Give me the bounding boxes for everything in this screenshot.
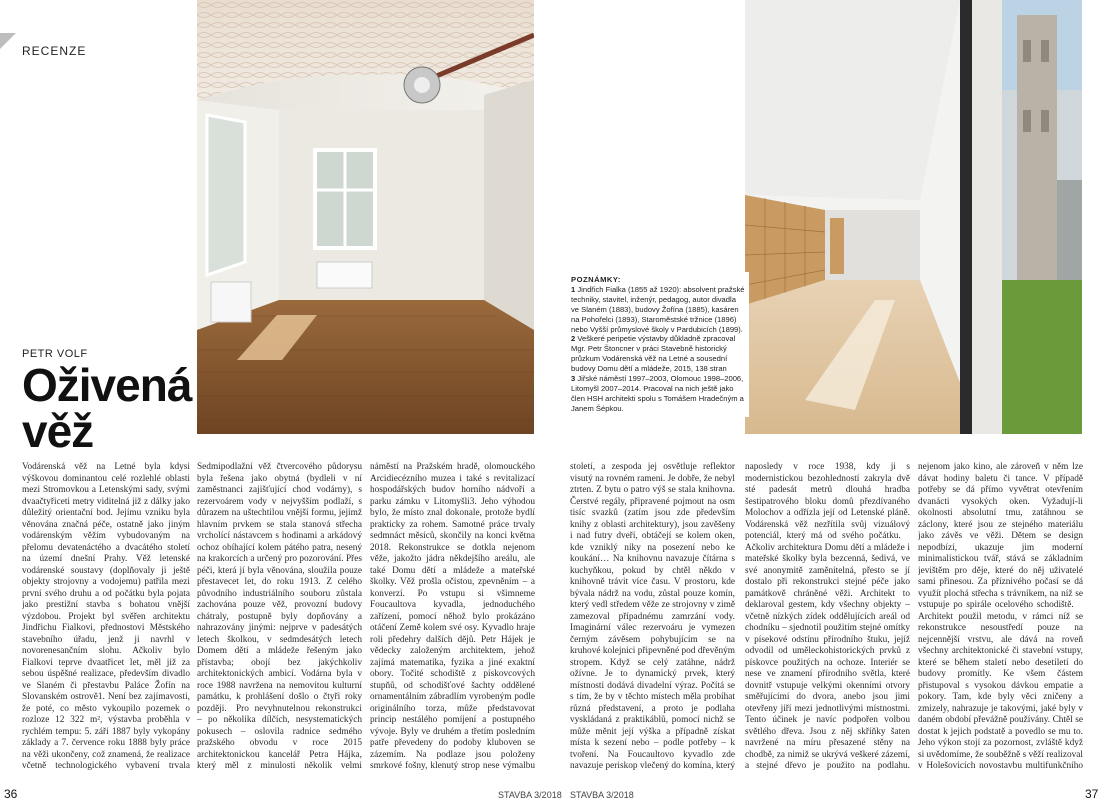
author-byline: PETR VOLF [22, 348, 88, 360]
notes-title: POZNÁMKY: [571, 275, 621, 284]
section-label: RECENZE [22, 44, 87, 58]
photo-corridor [745, 0, 1082, 434]
page-number-right: 37 [1085, 787, 1099, 801]
note-item: 3 Jiřské náměstí 1997–2003, Olomouc 1998–2006, Litomyšl 2007–2014. Pracoval na nich ještě jako člen HSH architekti spolu s Tomášem Hradečným a Janem Šépkou. [571, 374, 744, 413]
article-column-6: nejenom jako kino, ale zároveň v něm lze dávat hodiny baletu či tance. V případě potřeby se dá přímo vyvětrat otevřením dvanácti vysokých oken. Vyžadují-li okolnosti absolutní tmu, zatáhnou se záclony, které jsou ze stejného materiálu jako závěs ve věži. Dětem se design nepodbízí, ukazuje jim moderní minimalistickou tvář, stává se základním jevištěm pro děje, které do něj uživatelé sami přinesou. Za příznivého počasí se dá využít plochá střecha s trávníkem, na níž se vstupuje po spirále ocelového schodiště. Architekt použil metodu, v rámci níž se rekonstrukce nesoustředí pouze na nejcennější vrstvu, ale dává na roveň všechny architektonické či stavební vstupy, které se během staletí nebo desetiletí do budovy promítly. Ke všem částem přistupoval s vysokou dávkou empatie a pokory. Tam, kde byly věci zničeny a zmizely, nahrazuje je takovými, jaké byly v daném období převážně používány. Chtěl se dostat k jejich podstatě a povedlo se mu to. Jeho výkon stojí za pozornost, zvláště když si uvědomíme, že souběžně s věží realizoval v Holešovicích novostavbu multifunkčního [918, 462, 1083, 771]
article-column-5: naposledy v roce 1938, kdy ji s modernistickou bezohledností zakryla dvě sté padesát metrů dlouhá hradba šestipatrového bloku domů přezdívaného Molochov a odřízla její od Letenské pláně. Vodárenská věž nezřítila svůj vizuálový potenciál, který má od svého počátku. Ačkoliv architektura Domu dětí a mládeže i mateřské školky byla bezcenná, šedivá, ve své anonymitě zaměnitelná, přesto se jí dostalo při rekonstrukci stejné péče jako památkově chráněné věži. Architekt to deklaroval gestem, kdy všechny objekty – včetně nízkých zídek oddělujících areál od chodníku – sjednotil použitím stejné omítky v písekové odstínu přírodního štuku, jejíž odvodil od uměleckohistorických prvků z pískovce použitých na ochoze. Interiér se nese ve znamení přírodního světla, které dovnitř vstupuje velkými okenními otvory směřujícími do dvora, anebo jsou jimi otevřeny jiří mezi jednotlivými místnostmi. Tento účinek je navíc podpořen volbou světlého dřeva. Jsou z něj skříňky šaten navržené na míru přesazené stěny na chodbě, za nimiž se ukrývá veškeré zázemí, a stejné dřevo je použito na podlahu. [745, 462, 910, 771]
note-item: 2 Veškeré peripetie výstavby důkladně zpracoval Mgr. Petr Štoncner v práci Stavebně historický průzkum Vodárenská věž na Letné a sousední budovy Domu dětí a mládeže, 2015, 138 stran [571, 334, 736, 374]
headline [22, 359, 192, 457]
note-item: 1 Jindřich Fialka (1855 až 1920): absolvent pražské techniky, stavitel, inženýr, pedagog, autor divadla ve Slaném (1883), budovy Žofína (1885), kasáren na Pohořelci (1893), Staroměstské tržnice (1896) nebo Vyšší průmyslové školy v Pardubicích (1899). [571, 284, 745, 334]
running-footer-right: STAVBA 3/2018 [570, 790, 634, 800]
running-footer-left: STAVBA 3/2018 [498, 790, 562, 800]
article-column-3: náměstí na Pražském hradě, olomouckého Arcidiecézního muzea i také s revitalizací hospodářských budov horního nádvoří a parku zámku v Litomyšli3. Jeho výhodou bylo, že místo znal dokonale, protože bydlí prakticky za rohem. Samotné práce trvaly sedmnáct měsíců, skončily na konci května 2018. Rekonstrukce se dotkla nejenom věže, jakožto jádra někdejšího areálu, ale také Domu dětí a mládeže a mateřské školky. Věž prošla očistou, zpevněním – a konverzí. Po vstupu si všimneme Foucaultova kyvadla, jednoduchého zařízení, pomocí něhož bylo prokázáno otáčení Země kolem své osy. Kyvadlo hraje roli předehry dalších dějů. Petr Hájek je vědecky založeným architektem, jehož zajímá matematika, fyzika a jiné exaktní obory. Točité schodiště z pískovcových stupňů, od schodišťové šachty oddělené ornamentálním zábradlím vyrobeným podle originálního torza, může představovat princip nestálého pomíjení a postupného vývoje. Byly ve druhém a třetím posledním patře převedeny do podoby kluboven se zázemím. Na podlaze jsou položeny smrkové fošny, klenutý strop nese výmalbu [370, 462, 535, 771]
article-column-4: století, a zespoda jej osvětluje reflektor visutý na rovném rameni. Je dobře, že nebyl ztrten. Z bytu o patro výš se stala knihovna. Čerstvé regály, připravené pojmout na osm tisíc svazků (zatím jsou zde především knihy z oblasti architektury), jsou zavěšeny i nad futry dveří, obtáčejí se kolem oken, kde vzniklý niky na posezení nebo ke koukání… Na knihovnu navazuje čítárna s kuchyňkou, pokud by chtěl někdo v knihovně trávit více času. V prostoru, kde bývala nádrž na vodu, zůstal pouze komín, který vedl středem věže ze strojovny v zimě zamezoval případnému zamrzání vody. Imaginární válec rezervoáru je vymezen černým závěsem pohybujícím se na kruhové kolejnici připevněné pod dřevěným stropem. Když se celý zatáhne, nádrž ožívne. Je to dynamický prvek, který místnosti dodává divadelní výraz. Počítá se s tím, že by v těchto místech měla probíhat různá představení, a proto je podlaha vyskládaná z praktikáblů, pomocí nichž se může měnit její výška a případně získat místa k sezení nebo – podle potřeby – k tvoření. Na Foucaultovo kyvadlo zde navazuje periskop vlečený do komína, který [570, 462, 735, 771]
photo-interior-room [197, 0, 534, 434]
headline-line-2: věž [22, 405, 94, 457]
headline-line-1: Oživená [22, 359, 192, 411]
article-column-2: Sedmipodlažní věž čtvercového půdorysu byla řešena jako obytná (bydleli v ní zaměstnanci zajišťující chod vodárny), s rezervoárem vody v nejvyšším podlaží, s důrazem na uštechtilou vnější formu, jejímž hlavním prvkem se stala stanová střecha vrcholící nástavcem s hodinami a arkádový ochoz obíhající kolem pátého patra, nesený na krakorcích a určený pro pozorování. Přes péči, která jí byla věnována, sloužila pouze přestavecet let, do roku 1913. Z celého původního industriálního souboru zůstala zachována pouze věž, provozní budovy chátraly, postupně byly dopňovány a nahrazovány jinými: nejprve v padesátých letech školkou, v sedmdesátých letech Domem dětí a mládeže řešeným jako přístavba; obojí bez jakýchkoliv architektonických ambicí. Vodárna byla v roce 1988 navržena na nemovitou kulturní památku, k prohlášení došlo o čtyři roky později. Pro nevyhnutelnou rekonstrukci – po několika dílčích, nesystematických pokusech – oslovila radnice sedmého pražského obvodu v roce 2015 architektonickou kancelář Petra Hájka, který měl z minulosti několik velmi [197, 462, 362, 771]
section-corner-marker [0, 33, 16, 49]
notes-box [567, 272, 749, 417]
photo-interior-room-image [197, 0, 534, 434]
page-number-left: 36 [4, 787, 18, 801]
article-column-1: Vodárenská věž na Letné byla kdysi výškovou dominantou celé rozlehlé oblasti mezi Stromovkou a Letenskými sady, svými dvaačtyřiceti metry viditelná již z dálky jako důležitý orientační bod. Jejímu vzniku byla věnována značná péče, ostatně jako jiným vodárenským věžím vybudovaným na přelomu devatenáctého a dvacátého století na území dnešní Prahy. Věž letenské vodárenské soustavy (doplňovaly ji ještě objekty strojovny a vodojemu) patřila mezi první svého druhu a od počátku byla pojata jako prestižní stavba s bohatou vnější výzdobou. Projekt byl svěřen architektu Jindřichu Fialkovi, přednostovi Městského stavebního úřadu, jenž ji navrhl v novorenesančním slohu. Ačkoliv bylo Fialkovi teprve dvaatřicet let, měl již za sebou úspěšné realizace, především divadlo ve Slaném či přestavbu Paláce Žofín na Slovanském ostrově1. Není bez zajímavosti, že poté, co město vykoupilo pozemek o rozloze 12 322 m², výstavba proběhla v rychlém tempu: 5. září 1887 byly vykopány základy a 7. července roku 1888 byly práce na věži ukončeny, což znamená, že realizace včetně technologického vybavení trvala [22, 462, 190, 771]
photo-corridor-image [745, 0, 1082, 434]
